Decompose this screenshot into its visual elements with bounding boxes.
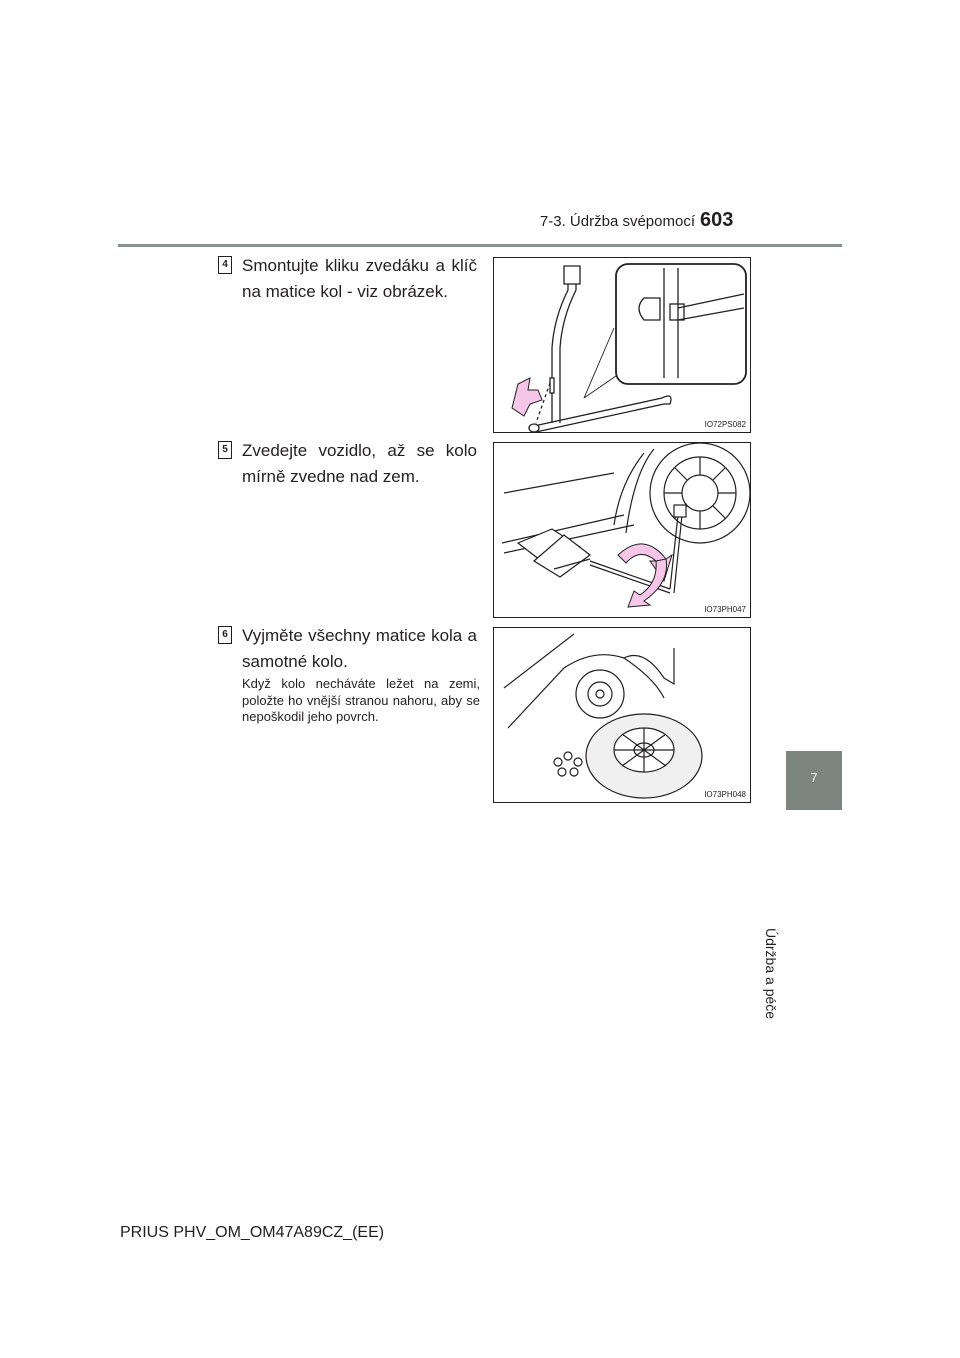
chapter-number: 7: [810, 770, 818, 785]
detail-inset: [616, 264, 746, 384]
step-number-badge: 5: [218, 441, 232, 459]
figure-code: IO72PS082: [704, 420, 746, 429]
header-rule: [118, 244, 842, 247]
figure-remove-wheel: [493, 627, 751, 803]
wheel-removal-illustration: [504, 634, 702, 798]
step-number-badge: 6: [218, 626, 232, 644]
page-number: 603: [700, 209, 734, 231]
wheel-nuts: [554, 752, 582, 776]
document-footer: PRIUS PHV_OM_OM47A89CZ_(EE): [120, 1224, 385, 1241]
step-instruction: Zvedejte vozidlo, až se kolo mírně zvedne nad zem.: [242, 441, 477, 486]
step-number-badge: 4: [218, 256, 232, 274]
step-note: Když kolo necháváte ležet na zemi, položte ho vnější stranou nahoru, aby se nepoškodil jeho povrch.: [242, 676, 480, 724]
step-instruction: Smontujte kliku zvedáku a klíč na matice kol - viz obrázek.: [242, 256, 477, 301]
figure-mount-handle-wrench: [493, 257, 751, 433]
chapter-title: Údržba a péče: [763, 928, 779, 1020]
figure-code: IO73PH047: [704, 605, 746, 614]
section-title: 7-3. Údržba svépomocí: [539, 213, 695, 230]
rotation-arrow-icon: [512, 378, 542, 416]
step-instruction: Vyjměte všechny matice kola a samotné kolo.: [242, 626, 477, 671]
figure-code: IO73PH048: [704, 790, 746, 799]
figure-raise-vehicle: [493, 442, 751, 618]
vehicle-and-jack-illustration: [502, 443, 750, 593]
